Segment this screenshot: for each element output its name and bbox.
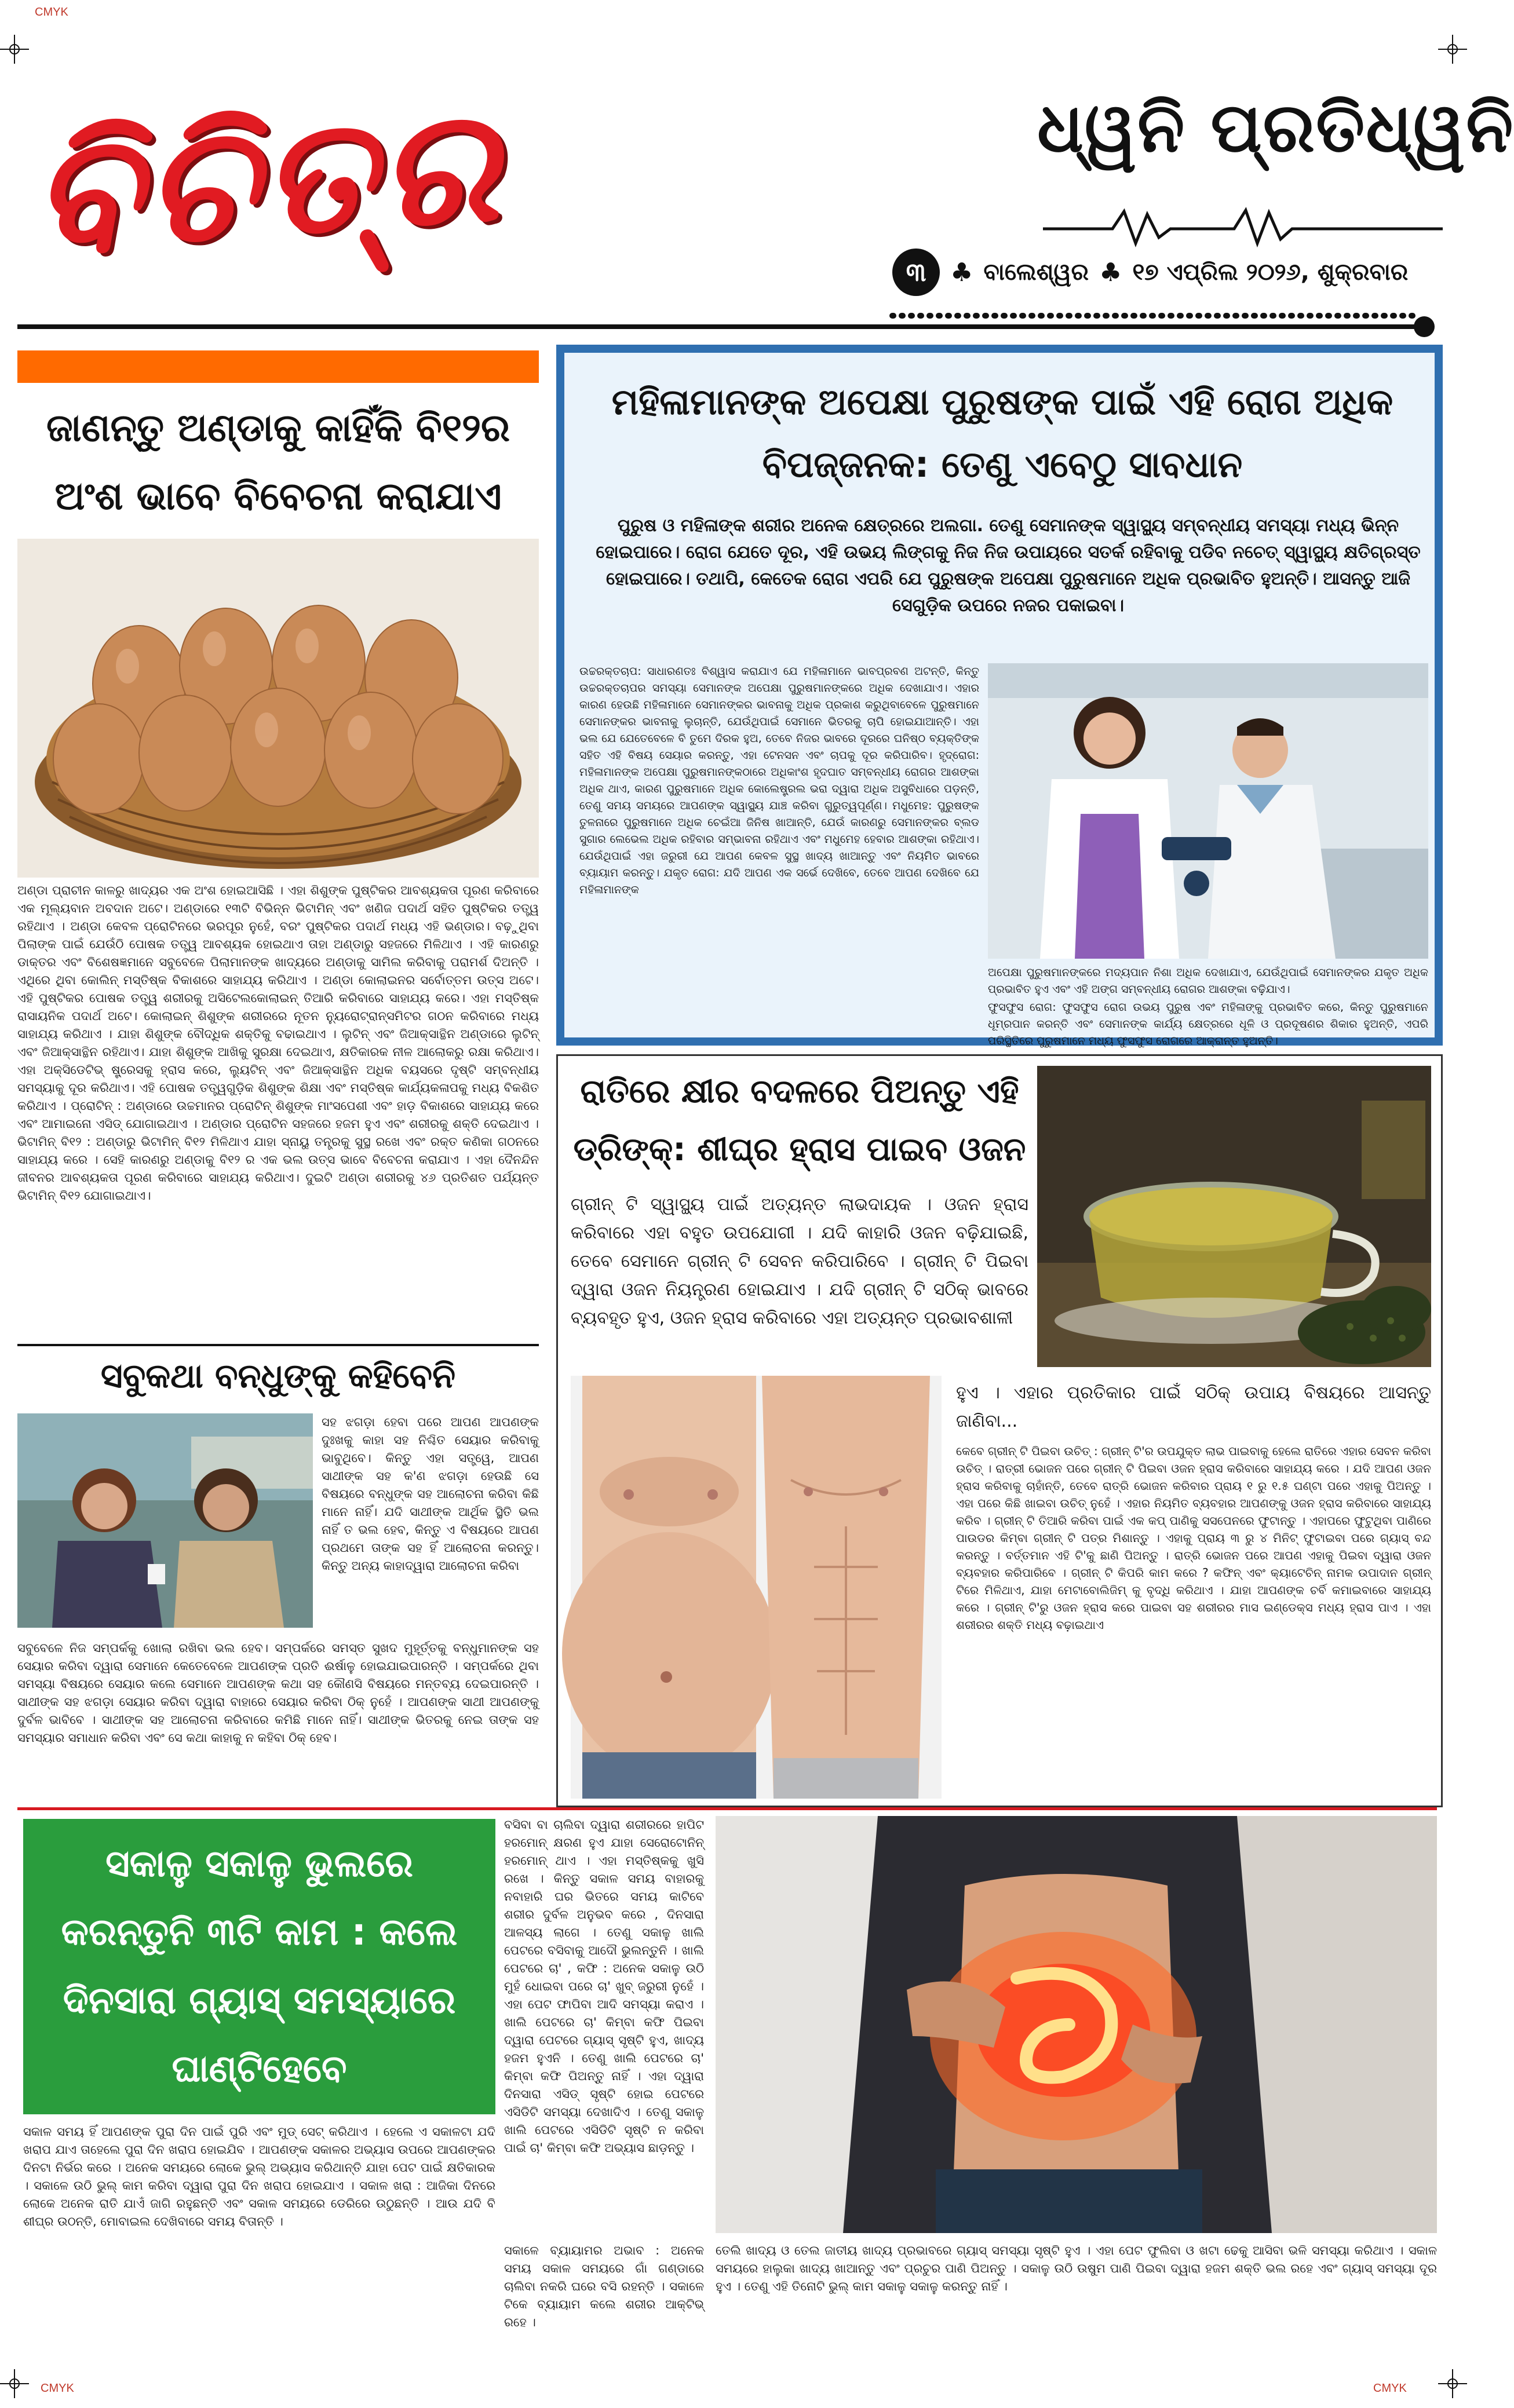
men-disease-body-left: ଉଚ୍ଚରକ୍ତଚାପ: ସାଧାରଣତଃ ବିଶ୍ୱାସ କରାଯାଏ ଯେ ମହିଳାମାନେ ଭାବପ୍ରବଣ ଅଟନ୍ତି, କିନ୍ତୁ ଉଚ୍ଚରକ୍ତଚାପର ସମସ୍ୟା ସେମାନଙ୍କ ଅପେକ୍ଷା ପୁରୁଷମାନଙ୍କରେ ଅଧିକ ଦେଖାଯାଏ। ଏହାର କାରଣ ହେଉଛି ମହିଳାମାନେ ସେମାନଙ୍କର ଭାବନାକୁ ଅଧିକ ପ୍ରକାଶ କରୁଥିବାବେଳେ ପୁରୁଷମାନେ ସେମାନଙ୍କର ଭାବନାକୁ ଲୁଚାନ୍ତି, ଯେଉଁଥିପାଇଁ ସେମାନେ ଭିତରକୁ ଚାପି ହୋଇଯାଆନ୍ତି। ଏହା ଭଲ ଯେ ଯେତେବେଳେ ବି ତୁମେ ଦିରକ ହୁଅ, ତେବେ ନିଜର ଭାବରେ ଦୂରରେ ଘନିଷ୍ଠ ବ୍ୟକ୍ତିଙ୍କ ସହିତ ଏହି ବିଷୟ ସେୟାର କରନ୍ତୁ, ଏହା ଟେନସନ ଏବଂ ଚାପକୁ ଦୂର କରିପାରିବ। ହୃଦ୍‌ରୋଗ: ମହିଳାମାନଙ୍କ ଅପେକ୍ଷା ପୁରୁଷମାନଙ୍କଠାରେ ଅଧିକାଂଶ ହୃଦଘାତ ସମ୍ବନ୍ଧୀୟ ରୋଗର ଆଶଙ୍କା ଅଧିକ ଥାଏ, କାରଣ ପୁରୁଷମାନେ ଅଧିକ କୋଲେଷ୍ଟ୍ରଲ ଭରା ଦ୍ୱାରା ଅଧିକ ଅସୁବିଧାରେ ପଡ଼ନ୍ତି, ତେଣୁ ସମୟ ସମୟରେ ଆପଣଙ୍କ ସ୍ୱାସ୍ଥ୍ୟ ଯାଞ୍ଚ କରିବା ଗୁରୁତ୍ୱପୂର୍ଣ୍ଣ। ମଧୁମେହ: ପୁରୁଷଙ୍କ ତୁଳନାରେ ପୁରୁଷମାନେ ଅଧିକ ଚେଇଁଆ ଜିନିଷ ଖାଆନ୍ତି, ଯେଉଁ କାରଣରୁ ସେମାନଙ୍କର ବ୍ଲଡ ସୁଗାର ଲେଭେଲ ଅଧିକ ରହିବାର ସମ୍ଭାବନା ରହିଥାଏ ଏବଂ ମଧୁମେହ ହେବାର ଆଶଙ୍କା ରହିଥାଏ। ଯେଉଁଥିପାଇଁ ଏହା ଜରୁରୀ ଯେ ଆପଣ କେବଳ ସୁସ୍ଥ ଖାଦ୍ୟ ଖାଆନ୍ତୁ ଏବଂ ନିୟମିତ ଭାବରେ ବ୍ୟାୟାମ କରନ୍ତୁ। ଯକୃତ ରୋଗ: ଯଦି ଆପଣ ଏକ ସର୍ଭେ ଦେଖିବେ, ତେବେ ଆପଣ ଦେଖିବେ ଯେ ମହିଳାମାନଙ୍କ [579, 665, 979, 896]
stomach-pain-photo [716, 1816, 1437, 2233]
cmyk-mark-top: CMYK [35, 6, 68, 19]
location: ବାଲେଶ୍ୱର [983, 259, 1089, 286]
section-title: ବିଚିତ୍ର [26, 72, 509, 288]
issue-info-bar [892, 246, 1449, 298]
cmyk-mark-bottom-left: CMYK [41, 2382, 74, 2395]
two-friends-talking-photo [17, 1413, 313, 1628]
men-disease-intro: ପୁରୁଷ ଓ ମହିଳାଙ୍କ ଶରୀର ଅନେକ କ୍ଷେତ୍ରରେ ଅଲଗା. ତେଣୁ ସେମାନଙ୍କ ସ୍ୱାସ୍ଥ୍ୟ ସମ୍ବନ୍ଧୀୟ ସମସ୍ୟା ମଧ୍ୟ ଭିନ୍ନ ହୋଇପାରେ। ରୋଗ ଯେତେ ଦୂର, ଏହି ଉଭୟ ଲିଙ୍ଗକୁ ନିଜ ନିଜ ଉପାୟରେ ସତର୍କ ରହିବାକୁ ପଡିବ ନଚେତ୍ ସ୍ୱାସ୍ଥ୍ୟ କ୍ଷତିଗ୍ରସ୍ତ ହୋଇପାରେ। ତଥାପି, କେତେକ ରୋଗ ଏପରି ଯେ ପୁରୁଷଙ୍କ ଅପେକ୍ଷା ପୁରୁଷମାନେ ଅଧିକ ପ୍ରଭାବିତ ହୁଅନ୍ତି। ଆସନ୍ତୁ ଆଜି ସେଗୁଡ଼ିକ ଉପରେ ନଜର ପକାଇବା। [596, 516, 1421, 616]
egg-accent-bar [17, 350, 539, 383]
pulse-line [1043, 206, 1443, 246]
issue-date: ୧୭ ଏପ୍ରିଲ ୨୦୨୬, ଶୁକ୍ରବାର [1132, 259, 1409, 286]
registration-mark-bottom-left [0, 2369, 29, 2398]
egg-article-body: ଅଣ୍ଡା ପ୍ରାଚୀନ କାଳରୁ ଖାଦ୍ୟର ଏକ ଅଂଶ ହୋଇଆସିଛି । ଏହା ଶିଶୁଙ୍କ ପୁଷ୍ଟିକର ଆବଶ୍ୟକତା ପୂରଣ କରିବାରେ ଏକ ମୂଲ୍ୟବାନ ଅବଦାନ ଅଟେ। ଅଣ୍ଡାରେ ୧୩ଟି ବିଭିନ୍ନ ଭିଟାମିନ୍ ଏବଂ ଖଣିଜ ପଦାର୍ଥ ସହିତ ପୁଷ୍ଟିକର ତତ୍ତ୍ୱ ରହିଥାଏ । ଅଣ୍ଡା କେବଳ ପ୍ରୋଟିନରେ ଭରପୂର ନୁହେଁ, ବରଂ ପୁଷ୍ଟିକର ପଦାର୍ଥ ମଧ୍ୟ ଏହି ଭଣ୍ଡାର। ବଢ଼ୁଥିବା ପିଲାଙ୍କ ପାଇଁ ଯେଉଁଠି ପୋଷକ ତତ୍ତ୍ୱ ଆବଶ୍ୟକ ହୋଇଥାଏ ତାହା ଅଣ୍ଡାରୁ ସହଜରେ ମିଳିଥାଏ । ଏହି କାରଣରୁ ଡାକ୍ତର ଏବଂ ବିଶେଷଜ୍ଞମାନେ ସବୁବେଳେ ପିଲାମାନଙ୍କ ଖାଦ୍ୟରେ ଅଣ୍ଡାକୁ ସାମିଲ କରିବାକୁ ପରାମର୍ଶ ଦିଅନ୍ତି । ଏଥିରେ ଥିବା କୋଲିନ୍ ମସ୍ତିଷ୍କ ବିକାଶରେ ସାହାଯ୍ୟ କରିଥାଏ । ଅଣ୍ଡା କୋଲାଇନର ସର୍ବୋତ୍ତମ ଉତ୍ସ ଅଟେ। ଏହି ପୁଷ୍ଟିକର ପୋଷକ ତତ୍ତ୍ୱ ଶରୀରକୁ ଅସିଟେଲକୋଲାଇନ୍ ତିଆରି କରିବାରେ ସାହାଯ୍ୟ କରେ। ଏହା ମସ୍ତିଷ୍କ ରାସାୟନିକ ପଦାର୍ଥ ଅଟେ। କୋଲାଇନ୍ ଶିଶୁଙ୍କ ଶରୀରରେ ନୂତନ ନ୍ୟୁରୋଟ୍ରାନ୍ସମିଟର ଗଠନ କରିବାରେ ମଧ୍ୟ ସାହାଯ୍ୟ କରିଥାଏ । ଯାହା ଶିଶୁଙ୍କ ବୌଦ୍ଧିକ ଶକ୍ତିକୁ ବଢାଇଥାଏ । ଲୁଟିନ୍ ଏବଂ ଜିଆକ୍ସାନ୍ଥିନ ଅଣ୍ଡାରେ ଲୁଟିନ୍ ଏବଂ ଜିଆକ୍ସାନ୍ଥିନ ରହିଥାଏ। ଯାହା ଶିଶୁଙ୍କ ଆଖିକୁ ସୁରକ୍ଷା ଦେଇଥାଏ, କ୍ଷତିକାରକ ନୀଳ ଆଲୋକରୁ ରକ୍ଷା କରିଥାଏ। ଏହା ଅକ୍ସିଡେଟିଭ୍ ଷ୍ଟ୍ରେସକୁ ହ୍ରାସ କରେ, ଲ୍ୟୁଟିନ୍ ଏବଂ ଜିଆକ୍ସାନ୍ଥିନ ଅଧିକ ବୟସରେ ଦୃଷ୍ଟି ସମ୍ବନ୍ଧୀୟ ସମସ୍ୟାକୁ ଦୂର କରିଥାଏ। ଏହି ପୋଷକ ତତ୍ତ୍ୱଗୁଡ଼ିକ ଶିଶୁଙ୍କ ଶିକ୍ଷା ଏବଂ ମସ୍ତିଷ୍କ କାର୍ଯ୍ୟକଳାପକୁ ମଧ୍ୟ ବିକଶିତ କରିଥାଏ । ପ୍ରୋଟିନ୍ : ଅଣ୍ଡାରେ ଉଚ୍ଚମାନର ପ୍ରୋଟିନ୍ ଶିଶୁଙ୍କ ମାଂସପେଶୀ ଏବଂ ହାଡ଼ ବିକାଶରେ ସାହାଯ୍ୟ କରେ ଏବଂ ଆମାଇନୋ ଏସିଡ୍ ଯୋଗାଇଥାଏ । ଅଣ୍ଡାର ପ୍ରୋଟିନ ସହଜରେ ହଜମ ହୁଏ ଏବଂ ଶରୀରକୁ ଶକ୍ତି ଦେଇଥାଏ । ଭିଟାମିନ୍ ବି୧୨ : ଅଣ୍ଡାରୁ ଭିଟାମିନ୍ ବି୧୨ ମିଳିଥାଏ ଯାହା ସ୍ନାୟୁ ତନ୍ତ୍ରକୁ ସୁସ୍ଥ ରଖେ ଏବଂ ରକ୍ତ କଣିକା ଗଠନରେ ସାହାଯ୍ୟ କରେ । ସେହି କାରଣରୁ ଅଣ୍ଡାକୁ ବି୧୨ ର ଏକ ଭଲ ଉତ୍ସ ଭାବେ ବିବେଚନା କରାଯାଏ । ଏହା ଦୈନନ୍ଦିନ ଜୀବନର ଆବଶ୍ୟକତା ପୂରଣ କରିବାରେ ସାହାଯ୍ୟ କରିଥାଏ। ଦୁଇଟି ଅଣ୍ଡା ଶରୀରକୁ ୪୬ ପ୍ରତିଶତ ପର୍ଯ୍ୟନ୍ତ ଭିଟାମିନ୍ ବି୧୨ ଯୋଗାଇଥାଏ। [17, 883, 539, 1203]
page-number-badge [892, 249, 940, 296]
green-tea-cup-photo [1037, 1066, 1431, 1367]
masthead-rule-end [1414, 316, 1435, 337]
friends-article-title: ସବୁକଥା ବନ୍ଧୁଙ୍କୁ କହିବେନି [100, 1356, 456, 1395]
registration-mark-top-left [0, 35, 29, 64]
doctor-blood-pressure-photo [988, 663, 1428, 959]
morning-body-bottom-mid: ସକାଳେ ବ୍ୟାୟାମର ଅଭାବ : ଅନେକ ସମୟ ସକାଳ ସମୟରେ ଗାଁ ଗଣ୍ଡାରେ ଚାଲିବା ନକରି ଘରେ ବସି ରହନ୍ତି । ସକାଳେ ଟିକେ ବ୍ୟାୟାମ କଲେ ଶରୀର ଆକ୍ଟିଭ୍ ରହେ । [504, 2243, 704, 2329]
egg-article-title: ଜାଣନ୍ତୁ ଅଣ୍ଡାକୁ କାହିଁକି ବି୧୨ର ଅଂଶ ଭାବେ ବିବେଚନା କରାଯାଏ [46, 405, 510, 518]
eggs-basket-photo [17, 539, 539, 878]
masthead-rule [17, 324, 1420, 329]
morning-body-bottom-right: ତେଲି ଖାଦ୍ୟ ଓ ତେଲ ଜାତୀୟ ଖାଦ୍ୟ ପ୍ରଭାବରେ ଗ୍ୟାସ୍ ସମସ୍ୟା ସୃଷ୍ଟି ହୁଏ । ଏହା ପେଟ ଫୁଲିବା ଓ ଖଟା ଢେକୁ ଆସିବା ଭଳି ସମସ୍ୟା କରିଥାଏ । ସକାଳ ସମୟରେ ହାଲୁକା ଖାଦ୍ୟ ଖାଆନ୍ତୁ ଏବଂ ପ୍ରଚୁର ପାଣି ପିଅନ୍ତୁ । ସକାଳୁ ଉଠି ଉଷୁମ ପାଣି ପିଇବା ଦ୍ୱାରା ହଜମ ଶକ୍ତି ଭଲ ରହେ ଏବଂ ଗ୍ୟାସ୍ ସମସ୍ୟା ଦୂର ହୁଏ । ତେଣୁ ଏହି ତିନୋଟି ଭୁଲ୍ କାମ ସକାଳୁ ସକାଳୁ କରନ୍ତୁ ନାହିଁ । [716, 2243, 1437, 2293]
paper-name: ଧ୍ୱନି ପ୍ରତିଧ୍ୱନି [1037, 87, 1514, 167]
morning-article-title: ସକାଳୁ ସକାଳୁ ଭୁଲରେ କରନ୍ତୁନି ୩ଟି କାମ : କଲେ ଦିନସାରା ଗ୍ୟାସ୍ ସମସ୍ୟାରେ ଘାଣ୍ଟିହେବେ [61, 1843, 458, 2091]
morning-body-bottom-left: ସକାଳ ସମୟ ହିଁ ଆପଣଙ୍କ ପୁରା ଦିନ ପାଇଁ ପୁରି ଏବଂ ମୁଡ୍ ସେଟ୍ କରିଥାଏ । ହେଲେ ଏ ସକାଳଟା ଯଦି ଖରାପ ଯାଏ ତାହେଲେ ପୁରା ଦିନ ଖରାପ ହୋଇଯିବ । ଆପଣଙ୍କ ସକାଳର ଅଭ୍ୟାସ ଉପରେ ଆପଣଙ୍କର ଦିନଟା ନିର୍ଭର କରେ । ଅନେକ ସମୟରେ ଲୋକେ ଭୁଲ୍ ଅଭ୍ୟାସ କରିଥାନ୍ତି ଯାହା ପେଟ ପାଇଁ କ୍ଷତିକାରକ । ସକାଳେ ଉଠି ଭୁଲ୍ କାମ କରିବା ଦ୍ୱାରା ପୁରା ଦିନ ଖରାପ ହୋଇଯାଏ । ସକାଳ ଖରା : ଆଜିକା ଦିନରେ ଲୋକେ ଅନେକ ରାତି ଯାଏଁ ଜାଗି ରହୁଛନ୍ତି ଏବଂ ସକାଳ ସମୟରେ ଡେରିରେ ଉଠୁଛନ୍ତି । ଆଉ ଯଦି ବି ଶୀଘ୍ର ଉଠନ୍ତି, ମୋବାଇଲ ଦେଖିବାରେ ସମୟ ବିତାନ୍ତି । [23, 2125, 495, 2228]
men-disease-title: ମହିଳାମାନଙ୍କ ଅପେକ୍ଷା ପୁରୁଷଙ୍କ ପାଇଁ ଏହି ରୋଗ ଅଧିକ ବିପଜ୍ଜନକ: ତେଣୁ ଏବେଠୁ ସାବଧାନ [611, 381, 1393, 485]
friends-body-right: ସହ ଝଗଡ଼ା ହେବା ପରେ ଆପଣ ଆପଣଙ୍କ ଦୁଃଖକୁ କାହା ସହ ନିଶ୍ଚିତ ସେୟାର କରିବାକୁ ଭାବୁଥିବେ। କିନ୍ତୁ ଏହା ସତ୍ତ୍ୱେ, ଆପଣ ସାଥୀଙ୍କ ସହ କ'ଣ ଝଗଡ଼ା ହେଉଛି ସେ ବିଷୟରେ ବନ୍ଧୁଙ୍କ ସହ ଆଲୋଚନା କରିବା କିଛି ମାନେ ନାହିଁ। ଯଦି ସାଥୀଙ୍କ ଆର୍ଥିକ ସ୍ଥିତି ଭଲ ନାହିଁ ତ ଭଲ ହେବ, କିନ୍ତୁ ଏ ବିଷୟରେ ଆପଣ ପ୍ରଥମେ ତାଙ୍କ ସହ ହିଁ ଆଲୋଚନା କରନ୍ତୁ। କିନ୍ତୁ ଅନ୍ୟ କାହାଦ୍ୱାରା ଆଲୋଚନା କରିବା [322, 1415, 539, 1573]
paper-name-logo [1037, 64, 1514, 197]
morning-title-box [23, 1819, 495, 2114]
green-tea-lead: ଗ୍ରୀନ୍ ଟି ସ୍ୱାସ୍ଥ୍ୟ ପାଇଁ ଅତ୍ୟନ୍ତ ଲାଭଦାୟକ । ଓଜନ ହ୍ରାସ କରିବାରେ ଏହା ବହୁତ ଉପଯୋଗୀ । ଯଦି କାହାରି ଓଜନ ବଢ଼ିଯାଇଛି, ତେବେ ସେମାନେ ଗ୍ରୀନ୍ ଟି ସେବନ କରିପାରିବେ । ଗ୍ରୀନ୍ ଟି ପିଇବା ଦ୍ୱାରା ଓଜନ ନିୟନ୍ତ୍ରଣ ହୋଇଯାଏ । ଯଦି ଗ୍ରୀନ୍ ଟି ସଠିକ୍ ଭାବରେ ବ୍ୟବହୃତ ହୁଏ, ଓଜନ ହ୍ରାସ କରିବାରେ ଏହା ଅତ୍ୟନ୍ତ ପ୍ରଭାବଶାଳୀ [571, 1194, 1028, 1328]
registration-mark-bottom-right [1438, 2369, 1467, 2398]
men-disease-body-right: ଫୁସଫୁସ ରୋଗ: ଫୁସଫୁସ ରୋଗ ଉଭୟ ପୁରୁଷ ଏବଂ ମହିଳାଙ୍କୁ ପ୍ରଭାବିତ କରେ, କିନ୍ତୁ ପୁରୁଷମାନେ ଧୂମ୍ରପାନ କରନ୍ତି ଏବଂ ସେମାନଙ୍କ କାର୍ଯ୍ୟ କ୍ଷେତ୍ରରେ ଧୂଳି ଓ ପ୍ରଦୂଷଣର ଶିକାର ହୁଅନ୍ତି, ଏପରି ପରିସ୍ଥିତିରେ ପୁରୁଷମାନେ ମଧ୍ୟ ଫୁସଫୁସ ରୋଗରେ ଆକ୍ରାନ୍ତ ହୁଅନ୍ତି। [988, 1001, 1428, 1047]
page-number: ୩ [906, 257, 926, 287]
section-title-logo [26, 55, 785, 310]
cmyk-mark-bottom-right: CMYK [1373, 2382, 1407, 2395]
club-icon: ♣ [1099, 257, 1122, 287]
friends-rule-top [17, 1344, 539, 1346]
section-divider-red [17, 1807, 1437, 1810]
masthead-dots [892, 310, 1414, 321]
green-tea-title: ରାତିରେ କ୍ଷୀର ବଦଳରେ ପିଅନ୍ତୁ ଏହି ଡ୍ରିଙ୍କ୍: ଶୀଘ୍ର ହ୍ରାସ ପାଇବ ଓଜନ [573, 1073, 1026, 1168]
registration-mark-top-right [1438, 35, 1467, 64]
club-icon: ♣ [950, 257, 973, 287]
green-tea-body: କେବେ ଗ୍ରୀନ୍ ଟି ପିଇବା ଉଚିତ୍ : ଗ୍ରୀନ୍ ଟି'ର ଉପଯୁକ୍ତ ଲାଭ ପାଇବାକୁ ହେଲେ ରାତିରେ ଏହାର ସେବନ କରିବା ଉଚିତ୍ । ରାତ୍ରୀ ଭୋଜନ ପରେ ଗ୍ରୀନ୍ ଟି ପିଇବା ଓଜନ ହ୍ରାସ କରିବାରେ ସାହାଯ୍ୟ କରେ । ଯଦି ଆପଣ ଓଜନ ହ୍ରାସ କରିବାକୁ ଚାହାଁନ୍ତି, ତେବେ ରାତ୍ରି ଭୋଜନ କରିବାର ପ୍ରାୟ ୧ ରୁ ୧.୫ ଘଣ୍ଟା ପରେ ଏହାକୁ ପିଅନ୍ତୁ । ଏହା ପରେ କିଛି ଖାଇବା ଉଚିତ୍ ନୁହେଁ । ଏହାର ନିୟମିତ ବ୍ୟବହାର ଆପଣଙ୍କୁ ଓଜନ ହ୍ରାସ କରିବାରେ ସାହାଯ୍ୟ କରିବ । ଗ୍ରୀନ୍ ଟି ତିଆରି କରିବା ପାଇଁ ଏକ କପ୍ ପାଣିକୁ ସସପେନରେ ଫୁଟାନ୍ତୁ । ଏହାପରେ ଫୁଟୁଥିବା ପାଣିରେ ପାଉଡର କିମ୍ବା ଗ୍ରୀନ୍ ଟି ପତ୍ର ମିଶାନ୍ତୁ । ଏହାକୁ ପ୍ରାୟ ୩ ରୁ ୪ ମିନିଟ୍ ଫୁଟାଇବା ପରେ ଗ୍ୟାସ୍ ବନ୍ଦ କରନ୍ତୁ । ବର୍ତ୍ତମାନ ଏହି ଟି'କୁ ଛାଣି ପିଅନ୍ତୁ । ରାତ୍ରି ଭୋଜନ ପରେ ଆପଣ ଏହାକୁ ପିଇବା ଦ୍ୱାରା ଓଜନ ବ୍ୟବହାର କରିପାରିବେ । ଗ୍ରୀନ୍ ଟି କିପରି କାମ କରେ ? କଫିନ୍ ଏବଂ କ୍ୟାଟେଚିନ୍ ନାମକ ଉପାଦାନ ଗ୍ରୀନ୍ ଟିରେ ମିଳିଥାଏ, ଯାହା ମେଟାବୋଲିଜିମ୍ କୁ ବୃଦ୍ଧି କରିଥାଏ । ଯାହା ଆପଣଙ୍କ ଚର୍ବି କମାଇବାରେ ସାହାଯ୍ୟ କରେ । ଗ୍ରୀନ୍ ଟି'ରୁ ଓଜନ ହ୍ରାସ କରେ ପାଇବା ସହ ଶରୀରର ମାସ ଇଣ୍ଡେକ୍ସ ମଧ୍ୟ ହ୍ରାସ ପାଏ । ଏହା ଶରୀରର ଶକ୍ତି ମଧ୍ୟ ବଢ଼ାଇଥାଏ [956, 1444, 1431, 1632]
friends-body-bottom: ସବୁବେଳେ ନିଜ ସମ୍ପର୍କକୁ ଖୋଲା ରଖିବା ଭଲ ହେବ। ସମ୍ପର୍କରେ ସମସ୍ତ ସୁଖଦ ମୁହୂର୍ତ୍ତକୁ ବନ୍ଧୁମାନଙ୍କ ସହ ସେୟାର କରିବା ଦ୍ୱାରା ସେମାନେ କେତେବେଳେ ଆପଣଙ୍କ ପ୍ରତି ଈର୍ଷାଳୁ ହୋଇଯାଇପାରନ୍ତି । ସମ୍ପର୍କରେ ଥିବା ସମସ୍ୟା ବିଷୟରେ ସେୟାର କଲେ ସେମାନେ ଆପଣଙ୍କ କଥା ସହ କୌଣସି ବିଷୟରେ ମନ୍ତବ୍ୟ ଦେଇପାରନ୍ତି । ସାଥୀଙ୍କ ସହ ଝଗଡ଼ା ସେୟାର କରିବା ଦ୍ୱାରା ବାହାରେ ସେୟାର କରିବା ଠିକ୍ ନୁହେଁ । ଆପଣଙ୍କ ସାଥୀ ଆପଣଙ୍କୁ ଦୁର୍ବଳ ଭାବିବେ । ସାଥୀଙ୍କ ସହ ଆଲୋଚନା କରିବାରେ କମିଛି ମାନେ ନାହିଁ। ସାଥୀଙ୍କ ଭିତରକୁ ନେଇ ତାଙ୍କ ସହ ସମସ୍ୟାର ସମାଧାନ କରିବା ଏବଂ ସେ କଥା କାହାକୁ ନ କହିବା ଠିକ୍ ହେବ। [17, 1641, 539, 1745]
morning-body-mid: ବସିବା ବା ଚାଲିବା ଦ୍ୱାରା ଶରୀରରେ ହାପିଟ ହରମୋନ୍ କ୍ଷରଣ ହୁଏ ଯାହା ସେରୋଟୋନିନ୍ ହରମୋନ୍ ଥାଏ । ଏହା ମସ୍ତିଷ୍କକୁ ଖୁସି ରଖେ । କିନ୍ତୁ ସକାଳ ସମୟ ବାହାରକୁ ନବାହାରି ଘର ଭିତରେ ସମୟ କାଟିବେ ଶରୀର ଦୁର୍ବଳ ଅନୁଭବ କରେ , ଦିନସାରା ଆଳସ୍ୟ ଲାଗେ । ତେଣୁ ସକାଳୁ ଖାଲି ପେଟରେ ବସିବାକୁ ଆଦୌ ଭୁଲନ୍ତୁନି । ଖାଲି ପେଟରେ ଚା' , କଫି : ଅନେକ ସକାଳୁ ଉଠି ମୁହଁ ଧୋଇବା ପରେ ଚା' ଖୁବ୍ ଜରୁରୀ ନୁହେଁ । ଏହା ପେଟ ଫାପିବା ଆଦି ସମସ୍ୟା କରାଏ । ଖାଲି ପେଟରେ ଚା' କିମ୍ବା କଫି ପିଇବା ଦ୍ୱାରା ପେଟରେ ଗ୍ୟାସ୍ ସୃଷ୍ଟି ହୁଏ, ଖାଦ୍ୟ ହଜମ ହୁଏନି । ତେଣୁ ଖାଲି ପେଟରେ ଚା' କିମ୍ବା କଫି ପିଅନ୍ତୁ ନାହିଁ । ଏହା ଦ୍ୱାରା ଦିନସାରା ଏସିଡ୍ ସୃଷ୍ଟି ହୋଇ ପେଟରେ ଏସିଡିଟି ସମସ୍ୟା ଦେଖାଦିଏ । ତେଣୁ ସକାଳୁ ଖାଲି ପେଟରେ ଏସିଡିଟି ସୃଷ୍ଟି ନ କରିବା ପାଇଁ ଚା' କିମ୍ବା କଫି ଅଭ୍ୟାସ ଛାଡ଼ନ୍ତୁ । [504, 1818, 704, 2155]
belly-comparison-photo [571, 1376, 942, 1799]
green-tea-lead-cont: ହୁଏ । ଏହାର ପ୍ରତିକାର ପାଇଁ ସଠିକ୍ ଉପାୟ ବିଷୟରେ ଆସନ୍ତୁ ଜାଣିବା... [956, 1383, 1431, 1431]
men-disease-caption: ଅପେକ୍ଷା ପୁରୁଷମାନଙ୍କରେ ମଦ୍ୟପାନ ନିଶା ଅଧିକ ଦେଖାଯାଏ, ଯେଉଁଥିପାଇଁ ସେମାନଙ୍କର ଯକୃତ ଅଧିକ ପ୍ରଭାବିତ ହୁଏ ଏବଂ ଏହି ଅଙ୍ଗ ସମ୍ବନ୍ଧୀୟ ରୋଗର ଆଶଙ୍କା ବଢ଼ିଯାଏ। [988, 966, 1428, 996]
